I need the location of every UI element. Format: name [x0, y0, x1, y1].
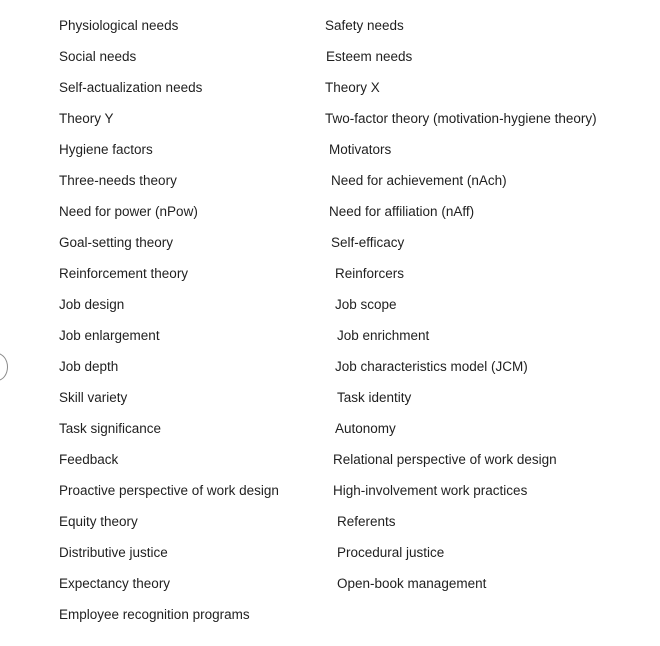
term-item: Autonomy [335, 421, 396, 436]
term-item: Self-actualization needs [59, 80, 203, 95]
term-item: Proactive perspective of work design [59, 483, 279, 498]
term-item: Employee recognition programs [59, 607, 250, 622]
left-term-column [59, 17, 309, 637]
term-item: Need for power (nPow) [59, 204, 198, 219]
term-item: Reinforcers [335, 266, 405, 281]
right-term-column [325, 17, 655, 606]
term-item: Task significance [59, 421, 162, 436]
term-item: Job scope [335, 297, 397, 312]
term-item: Theory X [325, 80, 380, 95]
term-item: Skill variety [59, 390, 128, 405]
term-item: Need for affiliation (nAff) [329, 204, 475, 219]
term-item: Esteem needs [326, 49, 413, 64]
term-item: Goal-setting theory [59, 235, 174, 250]
term-item: Relational perspective of work design [333, 452, 557, 467]
term-item: Equity theory [59, 514, 138, 529]
term-item: Job enrichment [337, 328, 430, 343]
term-item: Procedural justice [337, 545, 445, 560]
term-item: Self-efficacy [331, 235, 405, 250]
margin-circle-handle[interactable] [0, 353, 8, 381]
term-item: Two-factor theory (motivation-hygiene theory) [325, 111, 597, 126]
term-item: Job enlargement [59, 328, 160, 343]
term-item: Social needs [59, 49, 137, 64]
term-item: Reinforcement theory [59, 266, 189, 281]
term-item: Job characteristics model (JCM) [335, 359, 528, 374]
term-item: Job design [59, 297, 125, 312]
term-item: Motivators [329, 142, 392, 157]
term-item: Safety needs [325, 18, 404, 33]
term-item: Referents [337, 514, 396, 529]
term-item: High-involvement work practices [333, 483, 528, 498]
term-item: Feedback [59, 452, 119, 467]
term-item: Physiological needs [59, 18, 179, 33]
term-item: Task identity [337, 390, 412, 405]
term-item: Theory Y [59, 111, 114, 126]
term-item: Hygiene factors [59, 142, 153, 157]
term-item: Job depth [59, 359, 119, 374]
term-item: Three-needs theory [59, 173, 177, 188]
term-item: Need for achievement (nAch) [331, 173, 507, 188]
term-item: Open-book management [337, 576, 487, 591]
term-item: Distributive justice [59, 545, 168, 560]
term-item: Expectancy theory [59, 576, 171, 591]
